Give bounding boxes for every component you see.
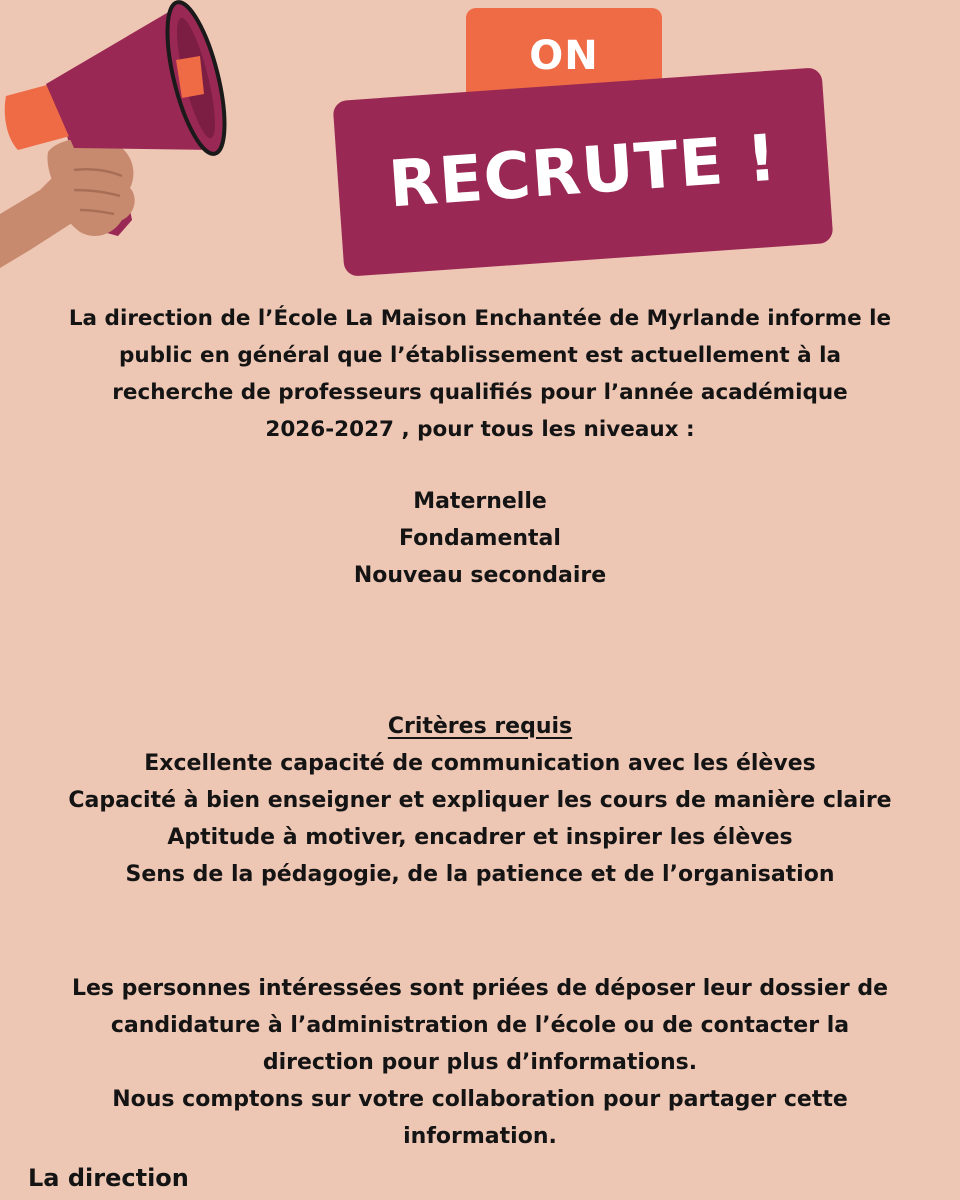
closing-paragraph <box>0 970 960 1155</box>
level-item: Maternelle <box>413 489 547 514</box>
closing-line: information. <box>403 1124 557 1149</box>
criteria-title: Critères requis <box>387 714 573 739</box>
closing-line: candidature à l’administration de l’école ou de contacter la <box>110 1013 850 1038</box>
level-item: Nouveau secondaire <box>353 563 607 588</box>
intro-line: public en général que l’établissement est actuellement à la <box>118 343 842 368</box>
criteria-item: Capacité à bien enseigner et expliquer les cours de manière claire <box>68 788 892 813</box>
intro-line: recherche de professeurs qualifiés pour l’année académique <box>112 380 848 405</box>
criteria-item: Excellente capacité de communication avec les élèves <box>144 751 816 776</box>
intro-paragraph <box>0 300 960 448</box>
megaphone-icon <box>0 0 240 290</box>
levels-list <box>0 483 960 594</box>
criteria-item: Sens de la pédagogie, de la patience et de l’organisation <box>125 862 835 887</box>
signature: La direction <box>28 1164 189 1192</box>
on-badge-text: ON <box>529 33 599 79</box>
intro-line: La direction de l’École La Maison Enchantée de Myrlande informe le <box>68 306 892 331</box>
level-item: Fondamental <box>399 526 561 551</box>
closing-line: direction pour plus d’informations. <box>262 1050 698 1075</box>
criteria-item: Aptitude à motiver, encadrer et inspirer les élèves <box>167 825 793 850</box>
closing-line: Nous comptons sur votre collaboration pour partager cette <box>112 1087 848 1112</box>
recrute-badge <box>332 67 833 277</box>
closing-line: Les personnes intéressées sont priées de déposer leur dossier de <box>71 976 889 1001</box>
criteria-section <box>0 708 960 893</box>
intro-line: 2026-2027 , pour tous les niveaux : <box>265 417 695 442</box>
recrute-badge-text: RECRUTE ! <box>386 121 780 223</box>
